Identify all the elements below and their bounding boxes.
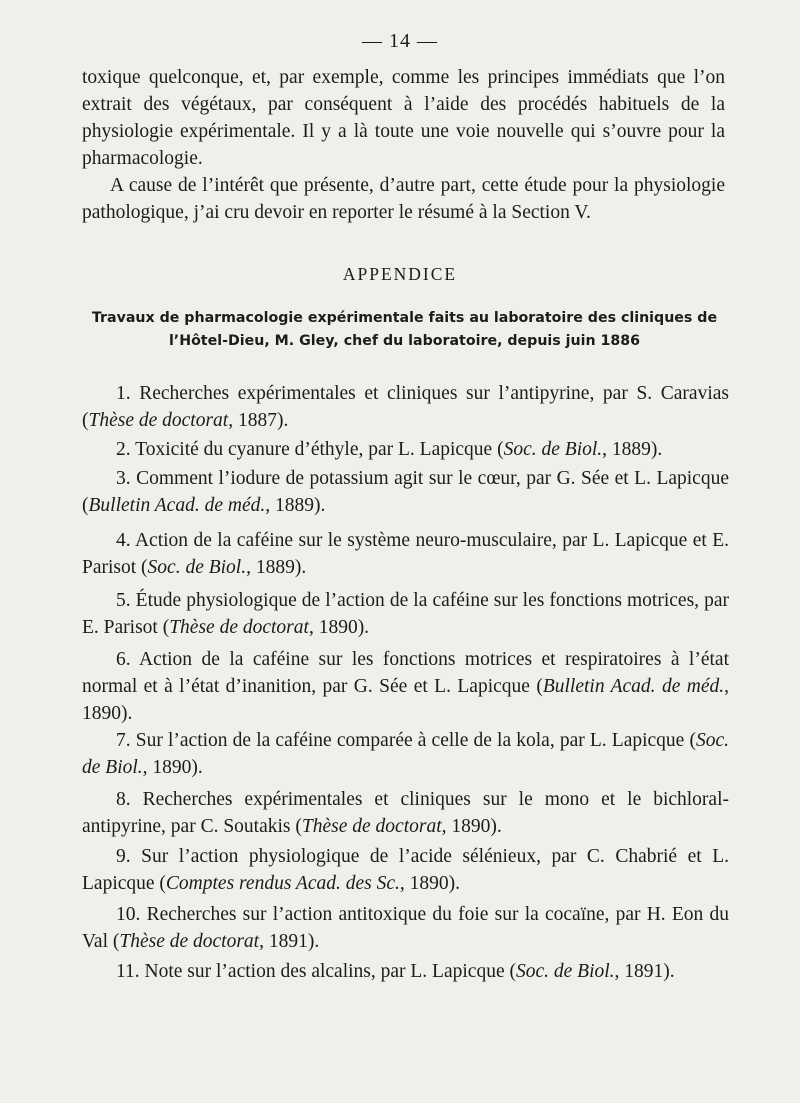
list-item: 2. Toxicité du cyanure d’éthyle, par L. Lapicque (Soc. de Biol., 1889). (116, 439, 663, 460)
item-number: 6. (116, 649, 131, 670)
list-item: 5. Étude physiologique de l’action de la caféine sur les fonctions motrices, par E. Parisot (Thèse de doctorat, 1890). (82, 590, 729, 638)
list-item: 6. Action de la caféine sur les fonctions motrices et respiratoires à l’état normal et à l’état d’inanition, par G. Sée et L. Lapicque (Bulletin Acad. de méd., 1890). (82, 649, 730, 724)
item-number: 3. (116, 468, 131, 489)
item-number: 4. (116, 530, 131, 551)
appendix-subtitle: Travaux de pharmacologie expérimentale faits au laboratoire des cliniques de l’Hôtel-Dieu, M. Gley, chef du laboratoire, depuis juin 1886 (91, 310, 718, 349)
item-number: 8. (116, 789, 131, 810)
list-item: 10. Recherches sur l’action antitoxique du foie sur la cocaïne, par H. Eon du Val (Thèse de doctorat, 1891). (82, 904, 729, 952)
item-number: 11. (116, 961, 140, 982)
item-number: 2. (116, 439, 131, 460)
list-item: 9. Sur l’action physiologique de l’acide sélénieux, par C. Chabrié et L. Lapicque (Comptes rendus Acad. des Sc., 1890). (82, 846, 729, 894)
item-number: 10. (116, 904, 141, 925)
list-item: 4. Action de la caféine sur le système neuro-musculaire, par L. Lapicque et E. Parisot (Soc. de Biol., 1889). (82, 530, 729, 578)
item-number: 7. (116, 730, 131, 751)
list-item: 1. Recherches expérimentales et cliniques sur l’antipyrine, par S. Caravias (Thèse de doctorat, 1887). (82, 383, 729, 431)
list-item: 8. Recherches expérimentales et cliniques sur le mono et le bichloral-antipyrine, par C. Soutakis (Thèse de doctorat, 1890). (82, 789, 729, 837)
item-number: 9. (116, 846, 131, 867)
intro-paragraph-1: toxique quelconque, et, par exemple, comme les principes immédiats que l’on extrait des végétaux, par conséquent à l’aide des procédés habituels de la physiologie expérimentale. Il y a là toute une voie nouvelle qui s’ouvre pour la pharmacologie. (82, 67, 725, 169)
item-number: 1. (116, 383, 131, 404)
item-number: 5. (116, 590, 131, 611)
list-item: 11. Note sur l’action des alcalins, par L. Lapicque (Soc. de Biol., 1891). (116, 961, 675, 982)
page-number: — 14 — (362, 30, 438, 52)
intro-paragraph-2: A cause de l’intérêt que présente, d’autre part, cette étude pour la physiologie pathologique, j’ai cru devoir en reporter le résumé à la Section V. (82, 175, 725, 223)
list-item: 3. Comment l’iodure de potassium agit sur le cœur, par G. Sée et L. Lapicque (Bulletin Acad. de méd., 1889). (82, 468, 729, 516)
appendix-title: APPENDICE (342, 264, 458, 284)
list-item: 7. Sur l’action de la caféine comparée à celle de la kola, par L. Lapicque (Soc. de Biol., 1890). (82, 730, 729, 778)
